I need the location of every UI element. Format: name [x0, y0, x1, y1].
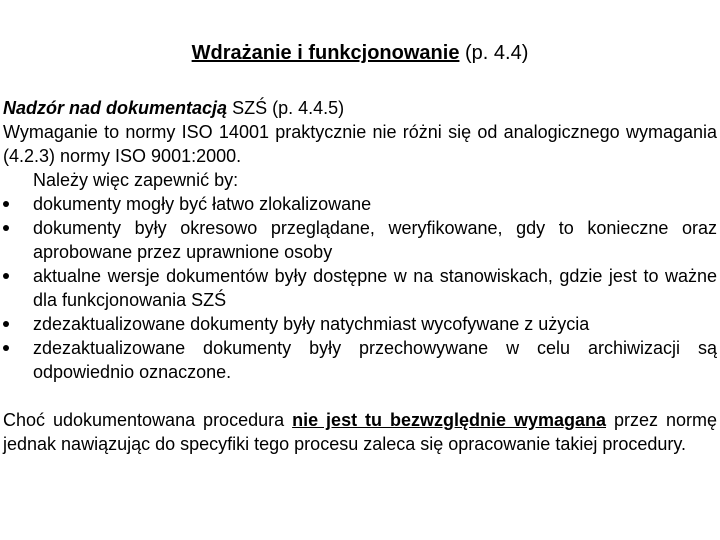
section-heading-suffix: SZŚ (p. 4.4.5) [232, 98, 345, 118]
section-heading [3, 96, 717, 120]
title-main: Wdrażanie i funkcjonowanie [191, 42, 460, 64]
note-paragraph [3, 408, 717, 456]
note-before: Choć udokumentowana procedura [3, 410, 293, 430]
bullet-icon [3, 321, 9, 327]
spacer [3, 384, 717, 408]
list-item-text: dokumenty były okresowo przeglądane, weryfikowane, gdy to konieczne oraz aprobowane przez uprawnione osoby [33, 218, 717, 262]
list-item [3, 264, 717, 312]
title-ref: (p. 4.4) [465, 42, 529, 64]
list-item-text: dokumenty mogły być łatwo zlokalizowane [33, 194, 372, 214]
note-after: przez normę jednak nawiązując do specyfiki tego procesu zaleca się opracowanie takiej procedury. [3, 410, 717, 454]
bullet-icon [3, 225, 9, 231]
section-heading-bold: Nadzór nad dokumentacją [3, 98, 228, 118]
list-item [3, 312, 717, 336]
bullet-icon [3, 201, 9, 207]
list-item [3, 192, 717, 216]
list-item-text: zdezaktualizowane dokumenty były przechowywane w celu archiwizacji są odpowiednio oznaczone. [33, 338, 717, 382]
list-item-text: aktualne wersje dokumentów były dostępne w na stanowiskach, gdzie jest to ważne dla funkcjonowania SZŚ [33, 266, 717, 310]
bullet-icon [3, 273, 9, 279]
intro-paragraph: Wymaganie to normy ISO 14001 praktycznie nie różni się od analogicznego wymagania (4.2.3) normy ISO 9001:2000. [3, 122, 717, 166]
list-item-text: zdezaktualizowane dokumenty były natychmiast wycofywane z użycia [33, 314, 590, 334]
lead-text: Należy więc zapewnić by: [33, 170, 239, 190]
requirements-list [3, 192, 717, 384]
bullet-icon [3, 345, 9, 351]
slide-body [3, 96, 717, 456]
slide-title [0, 40, 720, 66]
list-item [3, 336, 717, 384]
list-item [3, 216, 717, 264]
note-emphasis: nie jest tu bezwzględnie wymagana [292, 410, 607, 430]
